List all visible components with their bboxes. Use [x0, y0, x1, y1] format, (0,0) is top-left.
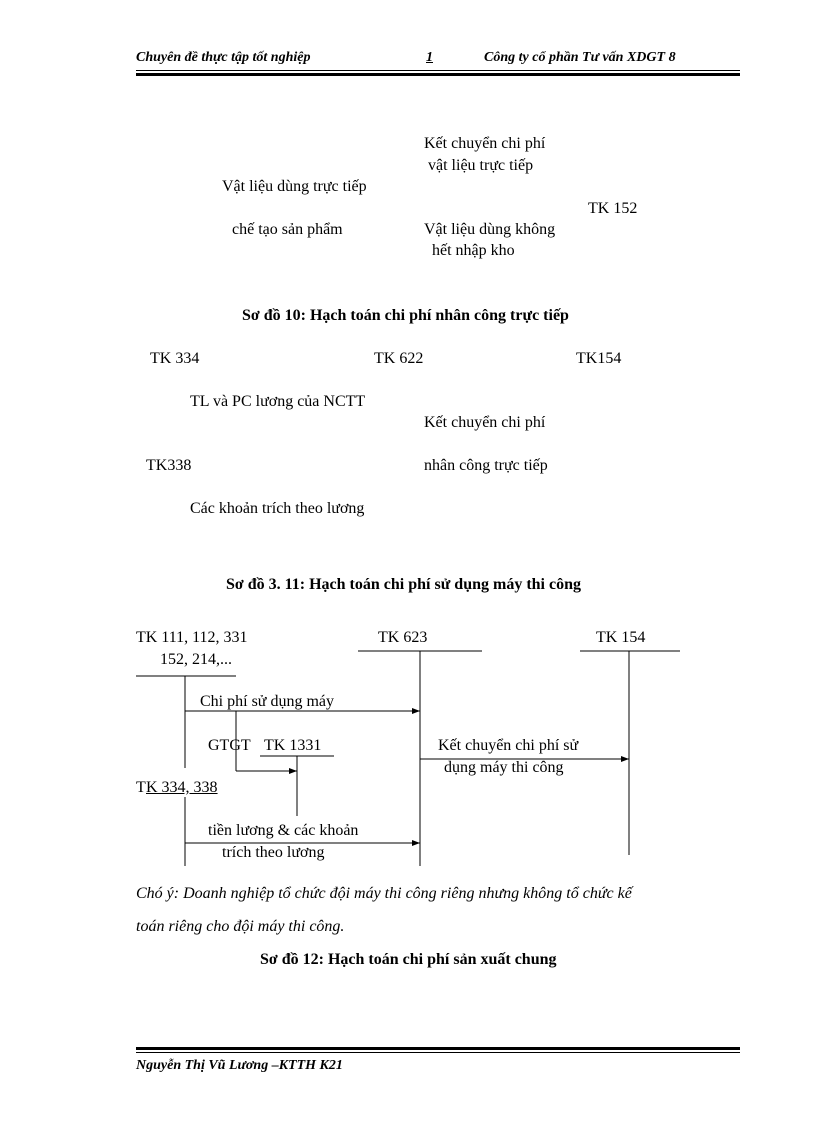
d11-tk111-line2: 152, 214,... [160, 651, 232, 668]
d11-tk623: TK 623 [378, 629, 428, 646]
d10-tk334: TK 334 [150, 350, 200, 367]
d11-wages-line1: tiền lương & các khoản [208, 822, 359, 839]
footer-rule-thick [136, 1047, 740, 1050]
d9-tk152: TK 152 [588, 200, 638, 217]
d9-unused-line2: hết nhập kho [432, 242, 515, 259]
note-line1: Chó ý: Doanh nghiệp tổ chức đội máy thi công riêng nhưng không tổ chức kế [136, 885, 632, 902]
d11-machine-cost: Chi phí sử dụng máy [200, 693, 335, 710]
d10-deductions: Các khoản trích theo lương [190, 500, 365, 517]
d9-unused-line1: Vật liệu dùng không [424, 221, 556, 238]
d11-title: Sơ đồ 3. 11: Hạch toán chi phí sử dụng máy thi công [226, 576, 581, 593]
d10-transfer-line2: nhân công trực tiếp [424, 457, 548, 474]
footer-author: Nguyễn Thị Vũ Lương –KTTH K21 [136, 1058, 343, 1073]
d10-tk154: TK154 [576, 350, 622, 367]
footer-rule-thin [136, 1052, 740, 1053]
d11-gtgt: GTGT [208, 737, 251, 754]
note-line2: toán riêng cho đội máy thi công. [136, 918, 345, 935]
d11-tk1331: TK 1331 [264, 737, 322, 754]
d12-title: Sơ đồ 12: Hạch toán chi phí sản xuất chung [260, 951, 557, 968]
d11-tk154: TK 154 [596, 629, 646, 646]
d10-transfer-line1: Kết chuyển chi phí [424, 414, 546, 431]
d9-transfer-line1: Kết chuyển chi phí [424, 135, 546, 152]
d10-tk338: TK338 [146, 457, 192, 474]
d10-tk622: TK 622 [374, 350, 424, 367]
d9-transfer-line2: vật liệu trực tiếp [428, 157, 534, 174]
page-number: 1 [426, 50, 433, 65]
d11-tk334-prefix: T [136, 779, 146, 796]
d10-title: Sơ đồ 10: Hạch toán chi phí nhân công trực tiếp [242, 307, 569, 324]
d11-transfer-line2: dụng máy thi công [444, 759, 564, 776]
d11-tk111-line1: TK 111, 112, 331 [136, 629, 248, 646]
d11-tk334-rest: K 334, 338 [146, 779, 218, 796]
d11-transfer-line1: Kết chuyển chi phí sử [438, 737, 579, 754]
d10-wages: TL và PC lương của NCTT [190, 393, 366, 410]
d9-material-line1: Vật liệu dùng trực tiếp [222, 178, 367, 195]
d9-material-line2: chế tạo sản phẩm [232, 221, 343, 238]
header-left: Chuyên đề thực tập tốt nghiệp [136, 50, 311, 65]
d11-wages-line2: trích theo lương [222, 844, 325, 861]
header-right: Công ty cổ phần Tư vấn XDGT 8 [484, 50, 676, 65]
